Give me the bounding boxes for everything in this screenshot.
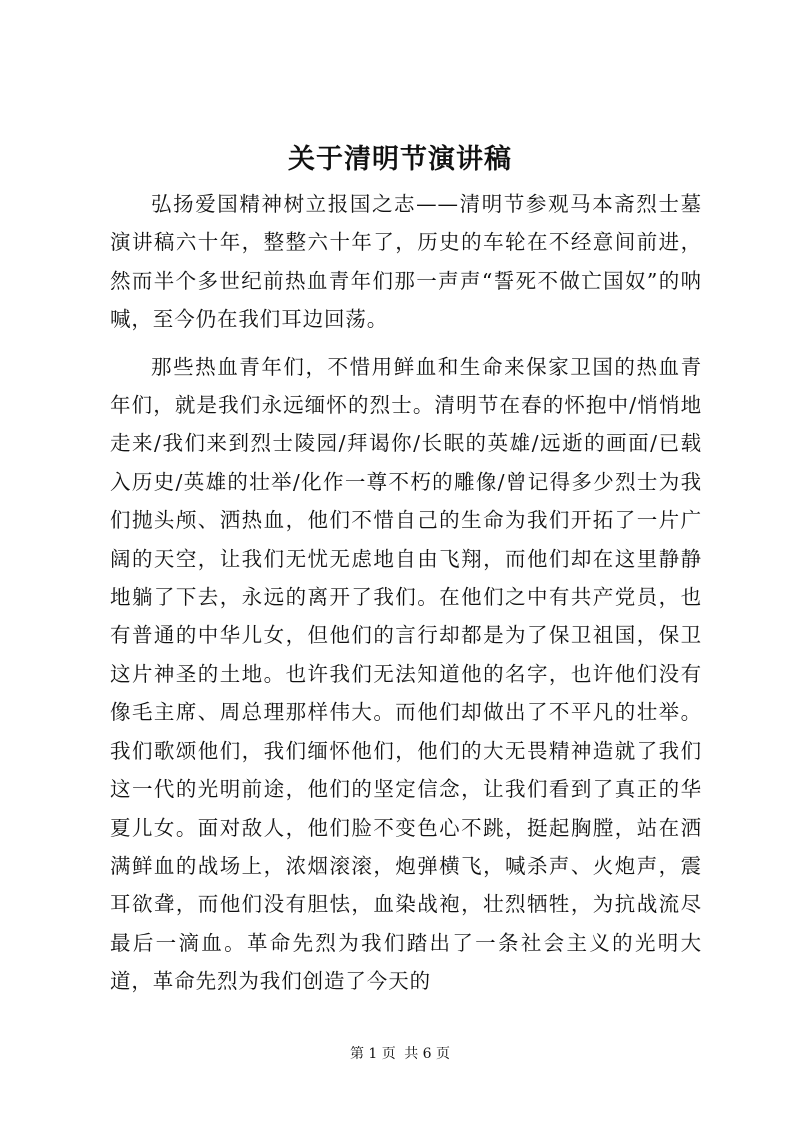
paragraph: 弘扬爱国精神树立报国之志——清明节参观马本斋烈士墓演讲稿六十年，整整六十年了，历史的车轮在不经意间前进，然而半个多世纪前热血青年们那一声声“誓死不做亡国奴”的呐喊，至今仍在我们耳边回荡。 [110, 192, 702, 332]
page-footer [0, 1044, 800, 1064]
document-body [110, 185, 702, 1001]
page-total: 共 6 页 [404, 1046, 451, 1062]
paragraph: 那些热血青年们，不惜用鲜血和生命来保家卫国的热血青年们，就是我们永远缅怀的烈士。清明节在春的怀抱中/悄悄地走来/我们来到烈士陵园/拜谒你/长眠的英雄/远逝的画面/已载入历史/英雄的壮举/化作一尊不朽的雕像/曾记得多少烈士为我们抛头颅、洒热血，他们不惜自己的生命为我们开拓了一片广阔的天空，让我们无忧无虑地自由飞翔，而他们却在这里静静地躺了下去，永远的离开了我们。在他们之中有共产党员，也有普通的中华儿女，但他们的言行却都是为了保卫祖国，保卫这片神圣的土地。也许我们无法知道他的名字，也许他们没有像毛主席、周总理那样伟大。而他们却做出了不平凡的壮举。我们歌颂他们，我们缅怀他们，他们的大无畏精神造就了我们这一代的光明前途，他们的坚定信念，让我们看到了真正的华夏儿女。面对敌人，他们脸不变色心不跳，挺起胸膛，站在洒满鲜血的战场上，浓烟滚滚，炮弹横飞，喊杀声、火炮声，震耳欲聋，而他们没有胆怯，血染战袍，壮烈牺牲，为抗战流尽最后一滴血。革命先烈为我们踏出了一条社会主义的光明大道，革命先烈为我们创造了今天的 [110, 354, 702, 994]
document-title: 关于清明节演讲稿 [288, 144, 512, 175]
page-number: 第 1 页 [349, 1046, 396, 1062]
